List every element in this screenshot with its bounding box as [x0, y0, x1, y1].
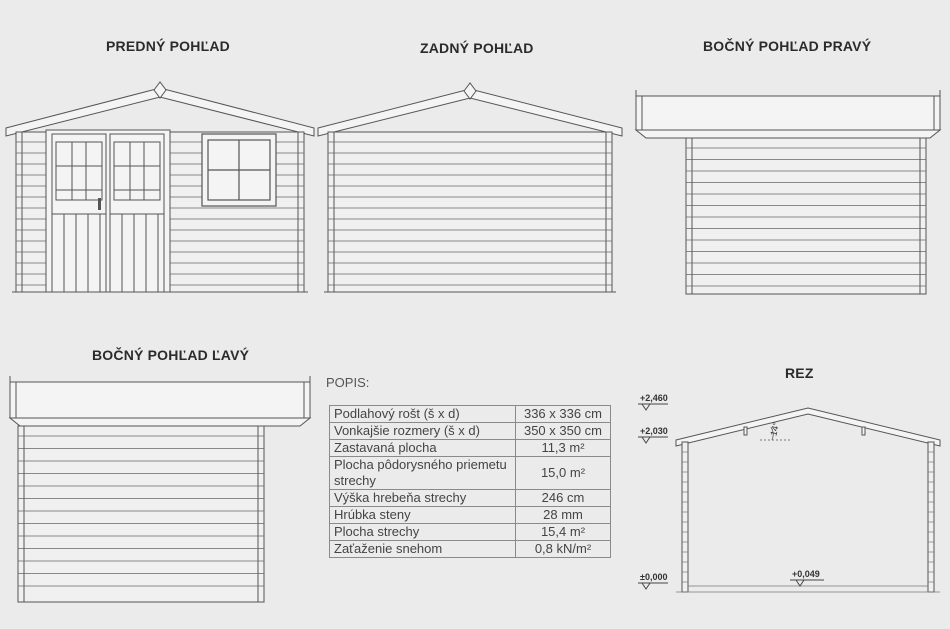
- level-floor: +0,049: [792, 569, 820, 579]
- spec-name: Plocha pôdorysného priemetu strechy: [330, 457, 516, 490]
- level-ground: ±0,000: [640, 572, 668, 582]
- front-view-title: PREDNÝ POHĽAD: [106, 38, 230, 54]
- spec-value: 15,4 m²: [516, 524, 611, 541]
- popis-label: POPIS:: [326, 375, 370, 390]
- spec-value: 246 cm: [516, 490, 611, 507]
- spec-value: 336 x 336 cm: [516, 406, 611, 423]
- spec-name: Vonkajšie rozmery (š x d): [330, 423, 516, 440]
- level-ridge: +2,460: [640, 393, 668, 403]
- spec-value: 15,0 m²: [516, 457, 611, 490]
- roof-angle-label: 14°: [768, 421, 782, 437]
- spec-name: Podlahový rošt (š x d): [330, 406, 516, 423]
- spec-value: 350 x 350 cm: [516, 423, 611, 440]
- back-view-title: ZADNÝ POHĽAD: [420, 40, 534, 56]
- left-side-view-title: BOČNÝ POHĽAD ĽAVÝ: [92, 347, 250, 363]
- spec-name: Hrúbka steny: [330, 507, 516, 524]
- spec-value: 28 mm: [516, 507, 611, 524]
- level-eave: +2,030: [640, 426, 668, 436]
- right-side-view-title: BOČNÝ POHĽAD PRAVÝ: [703, 38, 872, 54]
- spec-name: Výška hrebeňa strechy: [330, 490, 516, 507]
- section-view-title: REZ: [785, 365, 814, 381]
- spec-value: 11,3 m²: [516, 440, 611, 457]
- spec-value: 0,8 kN/m²: [516, 541, 611, 558]
- spec-name: Zaťaženie snehom: [330, 541, 516, 558]
- spec-name: Plocha strechy: [330, 524, 516, 541]
- spec-name: Zastavaná plocha: [330, 440, 516, 457]
